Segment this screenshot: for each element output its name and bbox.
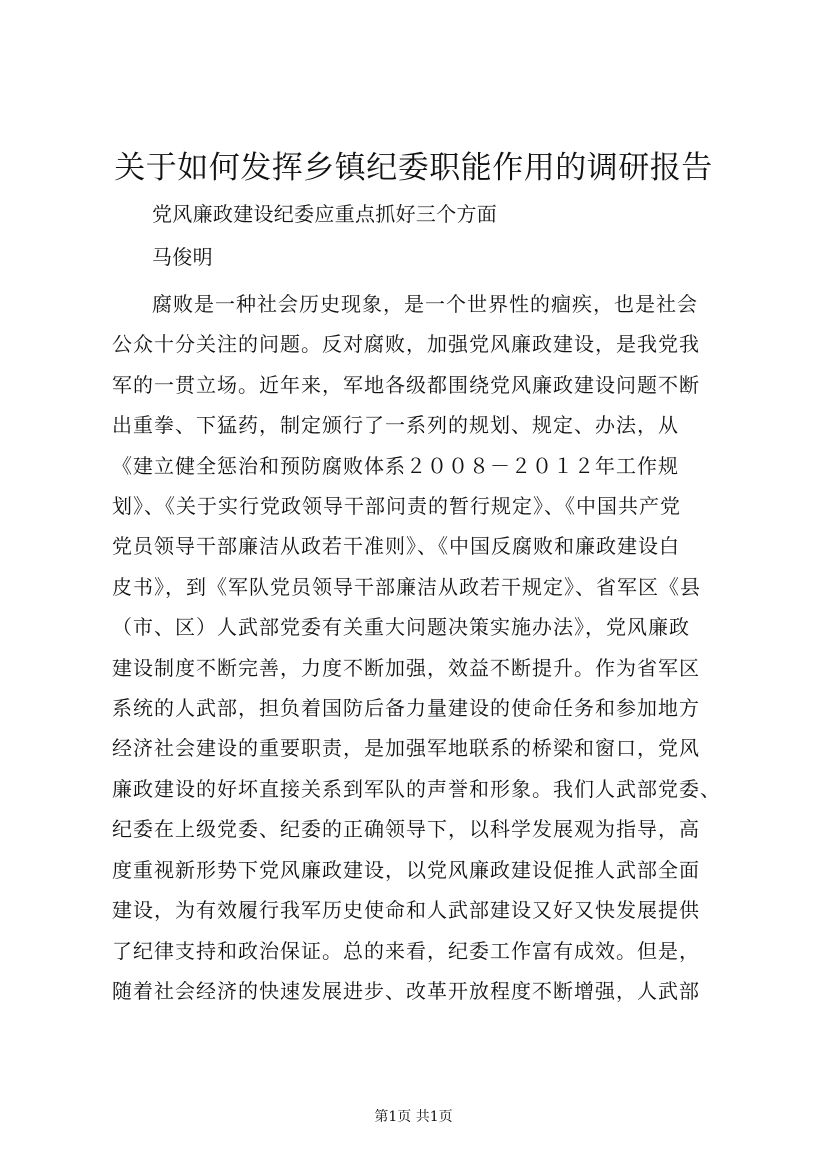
body-line: 出重拳、下猛药，制定颁行了一系列的规划、规定、办法，从 [112,413,679,438]
body-line: 度重视新形势下党风廉政建设，以党风廉政建设促推人武部全面 [112,857,700,882]
body-line: 划》、《关于实行党政领导干部问责的暂行规定》、《中国共产党 [112,494,681,519]
body-line: 廉政建设的好坏直接关系到军队的声誉和形象。我们人武部党委、 [112,776,721,801]
body-line: 系统的人武部，担负着国防后备力量建设的使命任务和参加地方 [112,696,700,721]
body-paragraph [112,284,742,1011]
body-line: 公众十分关注的问题。反对腐败，加强党风廉政建设，是我党我 [112,332,700,357]
body-line: 建设，为有效履行我军历史使命和人武部建设又好又快发展提供 [112,898,700,923]
document-subtitle: 党风廉政建设纪委应重点抓好三个方面 [152,202,498,226]
body-line: 了纪律支持和政治保证。总的来看，纪委工作富有成效。但是， [112,938,700,963]
body-line: 腐败是一种社会历史现象，是一个世界性的痼疾，也是社会 [152,292,698,316]
body-line: （市、区）人武部党委有关重大问题决策实施办法》，党风廉政 [112,615,690,640]
body-line: 军的一贯立场。近年来，军地各级都围绕党风廉政建设问题不断 [112,372,700,397]
page-number: 第1页 共1页 [374,1109,453,1125]
body-line: 建设制度不断完善，力度不断加强，效益不断提升。作为省军区 [112,655,700,680]
body-line: 纪委在上级党委、纪委的正确领导下，以科学发展观为指导，高 [112,817,700,842]
body-line: 《建立健全惩治和预防腐败体系２００８－２０１２年工作规 [112,453,679,478]
body-line: 皮书》，到《军队党员领导干部廉洁从政若干规定》、省军区《县 [112,574,701,599]
document-author: 马俊明 [152,245,213,269]
body-line: 党员领导干部廉洁从政若干准则》、《中国反腐败和廉政建设白 [112,534,680,559]
body-line: 随着社会经济的快速发展进步、改革开放程度不断增强，人武部 [112,978,700,1003]
body-line: 经济社会建设的重要职责，是加强军地联系的桥梁和窗口，党风 [112,736,700,761]
document-title: 关于如何发挥乡镇纪委职能作用的调研报告 [114,150,713,186]
